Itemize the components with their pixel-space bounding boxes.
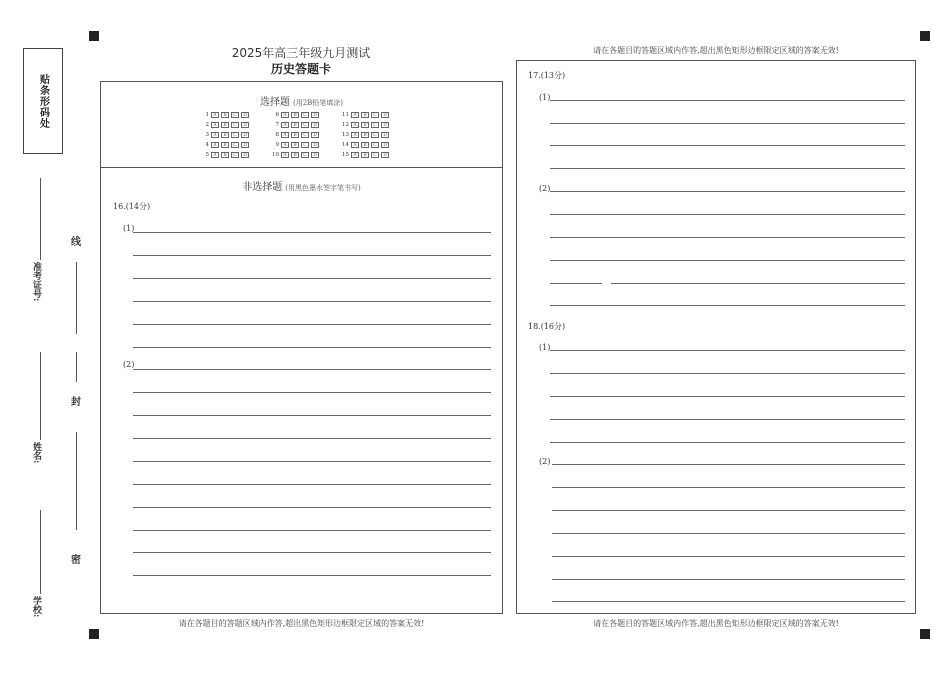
choice-item (340, 110, 410, 119)
choice-item (200, 150, 270, 159)
choice-number: 14 (342, 141, 349, 148)
choice-item (200, 130, 270, 139)
answer-line[interactable] (133, 461, 491, 462)
registration-mark-bottom-right (920, 629, 930, 639)
footer-notice-left: 请在各题目的答题区域内作答,超出黑色矩形边框限定区域的答案无效! (178, 619, 425, 628)
answer-line[interactable] (133, 484, 491, 485)
choice-bubble-d[interactable]: D (241, 152, 249, 158)
choice-bubble-b[interactable]: B (361, 142, 369, 148)
seal-char-secret: 密 (71, 555, 81, 566)
choice-bubble-a[interactable]: A (281, 152, 289, 158)
choice-bubble-d[interactable]: D (311, 152, 319, 158)
choice-bubble-d[interactable]: D (311, 142, 319, 148)
answer-line[interactable] (552, 464, 905, 465)
choice-bubble-b[interactable]: B (221, 132, 229, 138)
choice-number: 15 (342, 151, 349, 158)
answer-line[interactable] (133, 415, 491, 416)
seal-line-segment (76, 262, 77, 334)
choice-item (340, 150, 410, 159)
choice-bubble-b[interactable]: B (221, 112, 229, 118)
choice-bubble-d[interactable]: D (381, 122, 389, 128)
q18-part1-label: (1) (539, 343, 551, 352)
answer-line[interactable] (550, 237, 905, 238)
nonchoice-note: (用黑色墨水签字笔书写) (285, 184, 361, 192)
card-title: 历史答题卡 (270, 62, 331, 76)
choice-bubble-a[interactable]: A (211, 112, 219, 118)
answer-line[interactable] (550, 396, 905, 397)
choice-bubble-a[interactable]: A (281, 122, 289, 128)
choice-bubble-a[interactable]: A (351, 142, 359, 148)
answer-line[interactable] (550, 123, 905, 124)
choice-bubble-b[interactable]: B (291, 112, 299, 118)
answer-line[interactable] (552, 601, 905, 602)
answer-line[interactable] (552, 579, 905, 580)
choice-bubble-b[interactable]: B (361, 122, 369, 128)
seal-line-segment (76, 432, 77, 530)
answer-line[interactable] (550, 214, 905, 215)
choice-item (270, 150, 340, 159)
choice-bubble-a[interactable]: A (351, 122, 359, 128)
choice-number: 9 (275, 141, 279, 148)
choice-bubble-b[interactable]: B (361, 112, 369, 118)
choice-bubble-d[interactable]: D (381, 142, 389, 148)
answer-line[interactable] (133, 392, 491, 393)
answer-line[interactable] (550, 260, 905, 261)
choice-bubble-c[interactable]: C (371, 112, 379, 118)
choice-item (200, 140, 270, 149)
q16-title: 16.(14分) (113, 202, 151, 211)
choice-bubble-c[interactable]: C (301, 152, 309, 158)
choice-bubble-b[interactable]: B (221, 152, 229, 158)
answer-line[interactable] (552, 533, 905, 534)
choice-item (200, 120, 270, 129)
choice-bubble-c[interactable]: C (301, 112, 309, 118)
seal-char-line: 线 (71, 237, 81, 248)
choice-bubble-d[interactable]: D (241, 142, 249, 148)
choice-number: 11 (342, 111, 349, 118)
choice-bubble-a[interactable]: A (211, 152, 219, 158)
barcode-label: 贴条形码处 (37, 73, 49, 129)
name-label: 姓名: (31, 442, 41, 464)
answer-line[interactable] (552, 510, 905, 511)
footer-notice-right: 请在各题目的答题区域内作答,超出黑色矩形边框限定区域的答案无效! (593, 619, 839, 628)
choice-bubble-d[interactable]: D (311, 122, 319, 128)
choice-bubble-d[interactable]: D (381, 152, 389, 158)
seal-line-segment (76, 352, 77, 382)
choice-title: 选择题 (259, 97, 290, 108)
barcode-area (23, 48, 63, 154)
choice-number: 10 (272, 151, 279, 158)
choice-bubble-b[interactable]: B (291, 132, 299, 138)
answer-line[interactable] (133, 530, 491, 531)
answer-line[interactable] (550, 305, 905, 306)
choice-bubble-c[interactable]: C (371, 142, 379, 148)
choice-number: 13 (342, 131, 349, 138)
choice-bubble-b[interactable]: B (221, 142, 229, 148)
choice-bubble-a[interactable]: A (211, 132, 219, 138)
choice-bubble-a[interactable]: A (281, 142, 289, 148)
registration-mark-bottom-left (89, 629, 99, 639)
answer-line[interactable] (550, 442, 905, 443)
name-field[interactable] (40, 352, 41, 440)
choice-bubble-b[interactable]: B (291, 152, 299, 158)
choice-bubble-d[interactable]: D (381, 112, 389, 118)
q16-part2-label: (2) (123, 360, 135, 369)
choice-item (270, 120, 340, 129)
exam-number-label: 准考证号: (31, 262, 41, 302)
q16-part1-label: (1) (123, 224, 135, 233)
choice-bubble-d[interactable]: D (311, 132, 319, 138)
answer-line[interactable] (550, 350, 905, 351)
answer-line[interactable] (550, 283, 602, 284)
registration-mark-top-right (920, 31, 930, 41)
choice-bubble-b[interactable]: B (361, 132, 369, 138)
answer-line[interactable] (133, 324, 491, 325)
answer-line[interactable] (133, 278, 491, 279)
choice-bubble-b[interactable]: B (361, 152, 369, 158)
choice-bubble-c[interactable]: C (231, 132, 239, 138)
choice-item (200, 110, 270, 119)
answer-line[interactable] (133, 552, 491, 553)
choice-bubble-b[interactable]: B (291, 142, 299, 148)
answer-line[interactable] (133, 347, 491, 348)
choice-bubble-a[interactable]: A (211, 142, 219, 148)
choice-bubble-a[interactable]: A (351, 112, 359, 118)
choice-bubble-b[interactable]: B (221, 122, 229, 128)
choice-bubble-c[interactable]: C (231, 152, 239, 158)
seal-char-seal: 封 (71, 397, 81, 408)
choice-item (270, 130, 340, 139)
answer-line[interactable] (133, 575, 491, 576)
nonchoice-section-title (100, 178, 503, 193)
answer-line[interactable] (550, 145, 905, 146)
choice-number: 5 (205, 151, 209, 158)
choice-bubble-a[interactable]: A (211, 122, 219, 128)
choice-bubble-a[interactable]: A (351, 132, 359, 138)
choice-bubble-c[interactable]: C (231, 122, 239, 128)
choice-bubble-c[interactable]: C (301, 132, 309, 138)
answer-line[interactable] (133, 507, 491, 508)
answer-line[interactable] (133, 301, 491, 302)
choice-number: 7 (275, 121, 279, 128)
answer-line[interactable] (133, 232, 491, 233)
choice-number: 3 (205, 131, 209, 138)
right-answer-panel (516, 60, 916, 614)
choice-number: 8 (275, 131, 279, 138)
answer-line[interactable] (550, 168, 905, 169)
choice-bubble-a[interactable]: A (351, 152, 359, 158)
choice-bubble-d[interactable]: D (311, 112, 319, 118)
choice-bubble-c[interactable]: C (371, 122, 379, 128)
choice-bubble-c[interactable]: C (371, 132, 379, 138)
q18-part2-label: (2) (539, 457, 551, 466)
exam-title: 2025年高三年级九月测试 (231, 46, 371, 60)
answer-line[interactable] (550, 373, 905, 374)
answer-line[interactable] (550, 100, 905, 101)
answer-line[interactable] (611, 283, 905, 284)
answer-line[interactable] (133, 438, 491, 439)
school-field[interactable] (40, 510, 41, 594)
choice-item (340, 140, 410, 149)
section-divider (100, 167, 503, 168)
answer-line[interactable] (552, 556, 905, 557)
top-right-notice: 请在各题目的答题区域内作答,超出黑色矩形边框限定区域的答案无效! (593, 46, 839, 55)
choice-bubble-b[interactable]: B (291, 122, 299, 128)
choice-bubble-c[interactable]: C (371, 152, 379, 158)
answer-line[interactable] (133, 255, 491, 256)
choice-item (340, 130, 410, 139)
choice-bubble-c[interactable]: C (301, 142, 309, 148)
choice-bubble-d[interactable]: D (241, 112, 249, 118)
choice-item (270, 110, 340, 119)
choice-bubble-c[interactable]: C (301, 122, 309, 128)
answer-line[interactable] (552, 487, 905, 488)
choice-item (340, 120, 410, 129)
q17-title: 17.(13分) (528, 71, 566, 80)
choice-bubble-a[interactable]: A (281, 112, 289, 118)
choice-bubble-c[interactable]: C (231, 112, 239, 118)
answer-line[interactable] (133, 369, 491, 370)
answer-line[interactable] (550, 191, 905, 192)
choice-bubble-d[interactable]: D (241, 122, 249, 128)
choice-number: 6 (275, 111, 279, 118)
choice-bubble-grid (200, 110, 410, 159)
exam-number-field[interactable] (40, 178, 41, 260)
registration-mark-top-left (89, 31, 99, 41)
answer-line[interactable] (550, 419, 905, 420)
choice-bubble-d[interactable]: D (241, 132, 249, 138)
choice-number: 4 (205, 141, 209, 148)
choice-section-title (100, 93, 503, 108)
choice-bubble-a[interactable]: A (281, 132, 289, 138)
choice-item (270, 140, 340, 149)
nonchoice-title: 非选择题 (242, 182, 283, 193)
choice-number: 12 (342, 121, 349, 128)
choice-bubble-d[interactable]: D (381, 132, 389, 138)
choice-bubble-c[interactable]: C (231, 142, 239, 148)
choice-note: (用2B铅笔填涂) (292, 99, 344, 107)
q17-part1-label: (1) (539, 93, 551, 102)
school-label: 学校: (31, 596, 41, 618)
q18-title: 18.(16分) (528, 322, 566, 331)
q17-part2-label: (2) (539, 184, 551, 193)
choice-number: 1 (205, 111, 209, 118)
choice-number: 2 (205, 121, 209, 128)
